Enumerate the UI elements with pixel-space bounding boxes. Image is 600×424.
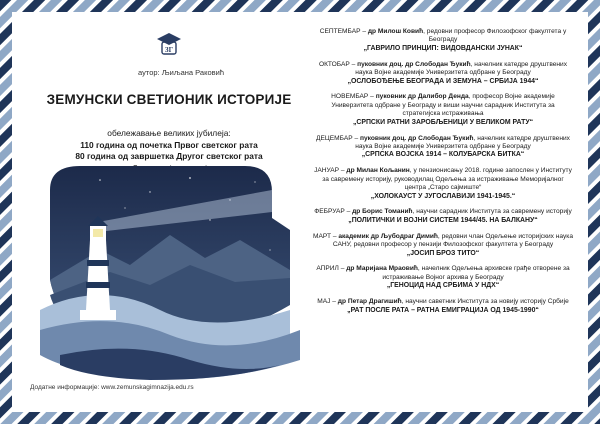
poster-title: ЗЕМУНСКИ СВЕТИОНИК ИСТОРИЈЕ xyxy=(46,92,292,107)
entry-heading: ЈАНУАР – др Милан Кољанин, у пензионисању 2018. године запослен у Институту за савремену историју, руководилац Одељења за истраживање Меморијалног центра „Старо сајмиште“ xyxy=(314,167,572,192)
entry-speaker: др Петар Драгишић xyxy=(337,298,402,306)
entry-topic: „СРПСКА ВОЈСКА 1914 – КОЛУБАРСКА БИТКА“ xyxy=(361,151,525,159)
entry-description: , научни сарадник Института за савремену историју xyxy=(412,208,572,216)
entry-heading: ДЕЦЕМБАР – пуковник доц. др Слободан Ђукић, начелник катедре друштвених наука Војне академије Универзитета одбране у Београду xyxy=(316,134,570,150)
entry-heading: МАЈ – др Петар Драгишић, научни саветник Института за новију историју Србије xyxy=(317,298,569,306)
lecture-schedule xyxy=(312,28,574,322)
entry-month: ОКТОБАР xyxy=(318,60,350,68)
schedule-entry xyxy=(312,265,574,290)
entry-month: МАЈ xyxy=(317,298,331,306)
entry-description: , професор Војне академије Универзитета одбране у Београду и виши научни сарадник Института за стратегијска истраживања xyxy=(331,93,555,118)
entry-topic: „ОСЛОБОЂЕЊЕ БЕОГРАДА И ЗЕМУНА – СРБИЈА 1944“ xyxy=(347,77,539,85)
entry-topic: „ГАВРИЛО ПРИНЦИП: ВИДОВДАНСКИ ЈУНАК“ xyxy=(363,44,523,52)
entry-description: , начелник катедре друштвених наука Војне академије Универзитета одбране у Београду xyxy=(355,60,568,77)
footer-info: Додатне информације: www.zemunskagimnazija.edu.rs xyxy=(30,384,194,391)
entry-heading: ФЕБРУАР – др Борис Томанић, научни сарадник Института за савремену историју xyxy=(314,208,572,216)
entry-topic: „РАТ ПОСЛЕ РАТА – РАТНА ЕМИГРАЦИЈА ОД 1945-1990“ xyxy=(347,306,539,314)
entry-month: НОВЕМБАР xyxy=(331,93,369,101)
schedule-entry xyxy=(312,61,574,86)
entry-heading: АПРИЛ – др Маријана Мраовић, начелник Одељења архивске грађе отворене за истраживање Војног архива у Београду xyxy=(316,265,570,281)
entry-topic: „ПОЛИТИЧКИ И ВОЈНИ СИСТЕМ 1944/45. НА БАЛКАНУ“ xyxy=(348,216,538,224)
entry-heading: НОВЕМБАР – пуковник др Далибор Денда, професор Војне академије Универзитета одбране у Београду и виши научни сарадник Института за стратегијска истраживања xyxy=(331,93,555,118)
entry-topic: „ЈОСИП БРОЗ ТИТО“ xyxy=(406,249,480,257)
entry-speaker: др Маријана Мраовић xyxy=(346,265,418,273)
schedule-entry xyxy=(312,298,574,315)
entry-speaker: пуковник др Далибор Денда xyxy=(375,93,469,101)
entry-description: , редовни професор Филозофског факултета у Београду xyxy=(423,28,567,44)
entry-heading: СЕПТЕМБАР – др Милош Ковић, редовни професор Филозофског факултета у Београду xyxy=(319,28,567,44)
entry-month: СЕПТЕМБАР xyxy=(319,28,361,35)
entry-month: АПРИЛ xyxy=(316,265,339,273)
schedule-entry xyxy=(312,28,574,53)
subtitle-line-2: 110 година од почетка Првог светског рата xyxy=(80,139,258,150)
entry-speaker: пуковник доц. др Слободан Ђукић xyxy=(360,134,474,142)
entry-description: , редовни члан Одељење историјских наука САНУ, редовни професор у пензији Филозофског факултета у Београду xyxy=(332,232,574,249)
entry-speaker: др Милош Ковић xyxy=(367,28,424,35)
lighthouse-illustration xyxy=(40,160,300,380)
entry-description: , научни саветник Института за новију историју Србије xyxy=(401,298,569,306)
logo-text: ЗГ xyxy=(164,46,174,54)
entry-description: , начелник катедре друштвених наука Војне академије Универзитета одбране у Београду xyxy=(355,134,570,150)
schedule-entry xyxy=(312,135,574,160)
entry-heading: ОКТОБАР – пуковник доц. др Слободан Ђукић, начелник катедре друштвених наука Војне академије Универзитета одбране у Београду xyxy=(318,60,568,77)
entry-topic: „СРПСКИ РАТНИ ЗАРОБЉЕНИЦИ У ВЕЛИКОМ РАТУ“ xyxy=(352,118,534,126)
entry-description: , начелник Одељења архивске грађе отворене за истраживање Војног архива у Београду xyxy=(382,265,570,281)
entry-heading: МАРТ – академик др Љубодраг Димић, редовни члан Одељење историјских наука САНУ, редовни професор у пензији Филозофског факултета у Београду xyxy=(312,232,574,249)
subtitle-line-1: обележавање великих јубилеја: xyxy=(107,128,231,138)
entry-speaker: др Борис Томанић xyxy=(352,208,413,216)
subtitle-line-3: 80 година од завршетка Другог светског рата xyxy=(75,151,263,161)
entry-topic: „ХОЛОКАУСТ У ЈУГОСЛАВИЈИ 1941-1945.“ xyxy=(370,192,516,200)
schedule-entry xyxy=(312,167,574,201)
entry-month: ДЕЦЕМБАР xyxy=(316,134,353,142)
entry-speaker: др Милан Кољанин xyxy=(346,167,410,175)
entry-month: МАРТ xyxy=(312,232,331,240)
schedule-entry xyxy=(312,233,574,258)
entry-month: ЈАНУАР xyxy=(314,167,340,175)
schedule-entry xyxy=(312,208,574,225)
school-logo xyxy=(155,30,183,58)
entry-month: ФЕБРУАР xyxy=(314,208,345,216)
entry-description: , у пензионисању 2018. године запослен у Институту за савремену историју, руководилац Одељења за истраживање Меморијалног центра „Старо сајмиште“ xyxy=(322,167,572,192)
entry-speaker: пуковник доц. др Слободан Ђукић xyxy=(357,60,471,68)
author: аутор: Љиљана Раковић xyxy=(138,68,224,77)
schedule-entry xyxy=(312,93,574,127)
entry-topic: „ГЕНОЦИД НАД СРБИМА У НДХ“ xyxy=(386,282,500,290)
entry-speaker: академик др Љубодраг Димић xyxy=(338,232,438,240)
